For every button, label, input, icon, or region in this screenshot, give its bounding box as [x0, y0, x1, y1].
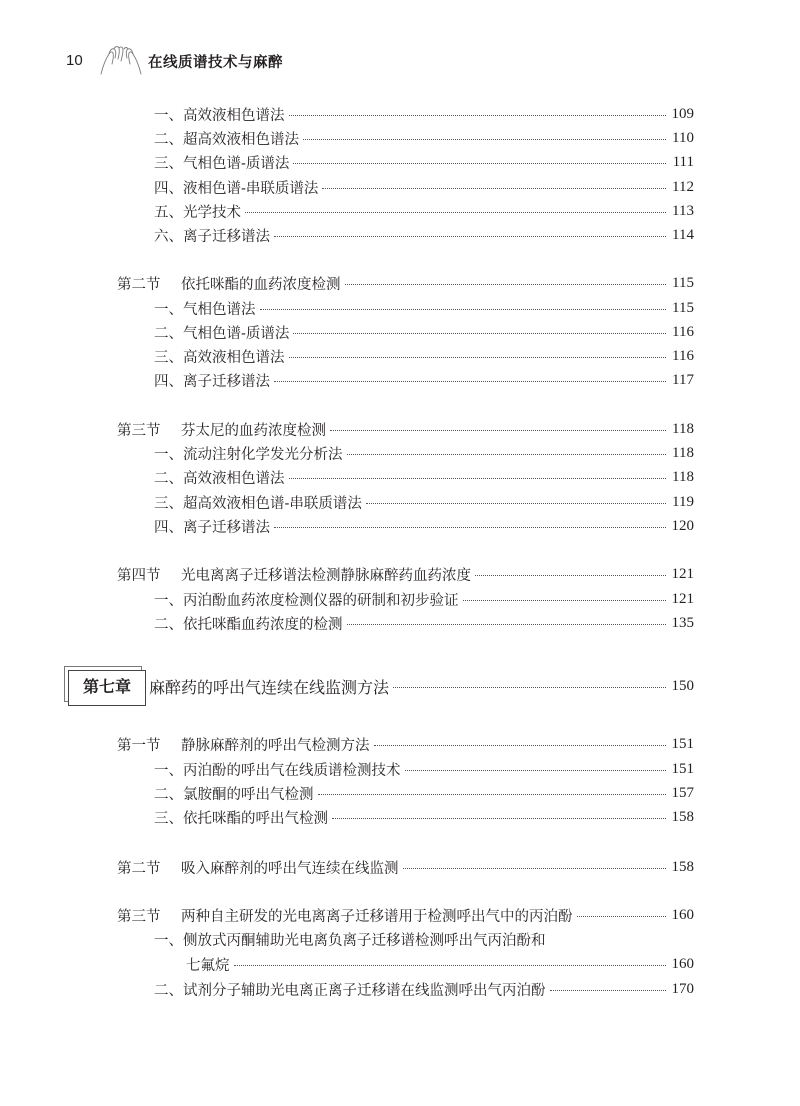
dot-leader — [403, 867, 667, 869]
toc-entry-title: 六、离子迁移谱法 — [154, 228, 270, 245]
dot-leader — [374, 744, 667, 746]
toc-page-number: 115 — [672, 274, 694, 291]
toc-item-row[interactable] — [154, 515, 694, 537]
dot-leader — [366, 502, 666, 504]
toc-item-row[interactable] — [154, 345, 694, 367]
toc-page-number: 114 — [672, 226, 694, 243]
toc-page-number: 118 — [672, 444, 694, 461]
toc-entry-label — [154, 492, 362, 513]
toc-page-number: 121 — [671, 590, 694, 607]
toc-entry-label — [154, 346, 285, 367]
toc-item-row[interactable] — [154, 978, 694, 1000]
toc-entry-title: 依托咪酯的血药浓度检测 — [181, 276, 341, 293]
toc-entry-label — [154, 152, 289, 173]
toc-page-number: 119 — [672, 493, 694, 510]
toc-page-number: 160 — [671, 906, 694, 923]
toc-page-number: 111 — [672, 153, 694, 170]
dot-leader — [293, 162, 666, 164]
toc-entry-title: 三、依托咪酯的呼出气检测 — [154, 810, 328, 827]
toc-page-number: 157 — [671, 784, 694, 801]
toc-entry-label — [154, 589, 459, 610]
toc-entry-label — [117, 564, 471, 585]
toc-page-number: 116 — [672, 323, 694, 340]
dot-leader — [322, 187, 666, 189]
toc-entry-title: 一、流动注射化学发光分析法 — [154, 446, 343, 463]
toc-item-row[interactable] — [154, 224, 694, 246]
dot-leader — [303, 138, 666, 140]
toc-item-row[interactable] — [154, 758, 694, 780]
toc-entry-title: 一、侧放式丙酮辅助光电离负离子迁移谱检测呼出气丙泊酚和 — [154, 932, 546, 949]
toc-section-row[interactable] — [117, 563, 694, 585]
dot-leader — [330, 429, 666, 431]
toc-entry-title: 光电离离子迁移谱法检测静脉麻醉药血药浓度 — [181, 567, 471, 584]
toc-page-number: 110 — [672, 129, 694, 146]
toc-item-row[interactable] — [154, 369, 694, 391]
toc-page-number: 121 — [671, 565, 694, 582]
toc-page-number: 109 — [671, 105, 694, 122]
toc-page-number: 112 — [672, 178, 694, 195]
section-number: 第三节 — [117, 908, 161, 925]
toc-entry-title: 麻醉药的呼出气连续在线监测方法 — [149, 677, 390, 697]
toc-item-row[interactable] — [154, 321, 694, 343]
toc-page-number: 160 — [671, 955, 694, 972]
toc-entry-label — [154, 929, 546, 950]
toc-entry-label — [117, 419, 326, 440]
page-number: 10 — [66, 52, 83, 69]
toc-entry-title: 二、依托咪酯血药浓度的检测 — [154, 616, 343, 633]
dot-leader — [405, 769, 667, 771]
toc-page-number: 117 — [672, 371, 694, 388]
toc-section-row[interactable] — [117, 733, 694, 755]
section-number: 第一节 — [117, 737, 161, 754]
toc-entry-label — [154, 104, 285, 125]
toc-entry-title: 一、丙泊酚血药浓度检测仪器的研制和初步验证 — [154, 592, 459, 609]
toc-entry-title: 三、高效液相色谱法 — [154, 349, 285, 366]
dot-leader — [289, 356, 667, 358]
dot-leader — [345, 283, 667, 285]
toc-page-number: 150 — [671, 677, 694, 694]
toc-section-row[interactable] — [117, 856, 694, 878]
toc-entry-title: 三、气相色谱-质谱法 — [154, 155, 290, 172]
dot-leader — [577, 915, 667, 917]
toc-entry-title: 二、气相色谱-质谱法 — [154, 325, 290, 342]
dot-leader — [274, 526, 666, 528]
toc-entry-title: 二、高效液相色谱法 — [154, 470, 285, 487]
toc-item-row[interactable] — [154, 176, 694, 198]
dot-leader — [550, 989, 667, 991]
toc-page-number: 151 — [671, 760, 694, 777]
toc-chapter-row[interactable] — [149, 675, 694, 697]
toc-page-number: 135 — [671, 614, 694, 631]
dot-leader — [234, 964, 667, 966]
toc-entry-label — [117, 273, 341, 294]
toc-page-number: 116 — [672, 347, 694, 364]
toc-item-row[interactable] — [154, 466, 694, 488]
toc-entry-title: 二、超高效液相色谱法 — [154, 131, 299, 148]
toc-entry-title: 四、液相色谱-串联质谱法 — [154, 180, 319, 197]
toc-entry-title: 静脉麻醉剂的呼出气检测方法 — [181, 737, 370, 754]
dot-leader — [274, 235, 666, 237]
toc-item-row[interactable] — [154, 127, 694, 149]
toc-page-number: 158 — [671, 858, 694, 875]
toc-entry-title: 吸入麻醉剂的呼出气连续在线监测 — [181, 860, 399, 877]
toc-page-number: 113 — [672, 202, 694, 219]
toc-item-row[interactable] — [154, 442, 694, 464]
toc-page-number: 151 — [671, 735, 694, 752]
toc-entry-title: 两种自主研发的光电离离子迁移谱用于检测呼出气中的丙泊酚 — [181, 908, 573, 925]
dot-leader — [274, 380, 666, 382]
header-title: 在线质谱技术与麻醉 — [148, 55, 283, 71]
toc-entry-label — [154, 979, 546, 1000]
toc-page-number: 120 — [671, 517, 694, 534]
toc-entry-label — [117, 905, 573, 926]
toc-entry-label — [117, 734, 370, 755]
chapter-number: 第七章 — [82, 677, 131, 696]
toc-page-number: 158 — [671, 808, 694, 825]
toc-entry-label — [154, 225, 270, 246]
dot-leader — [289, 477, 667, 479]
dot-leader — [475, 574, 666, 576]
toc-item-row[interactable] — [154, 200, 694, 222]
dot-leader — [463, 599, 667, 601]
toc-entry-title: 二、试剂分子辅助光电离正离子迁移谱在线监测呼出气丙泊酚 — [154, 982, 546, 999]
toc-entry-label — [154, 467, 285, 488]
toc-item-row[interactable] — [154, 588, 694, 610]
toc-entry-label — [117, 857, 399, 878]
toc-entry-label — [154, 516, 270, 537]
dot-leader — [318, 793, 667, 795]
toc-entry-label — [154, 783, 314, 804]
section-number: 第四节 — [117, 567, 161, 584]
toc-entry-title: 五、光学技术 — [154, 204, 241, 221]
toc-entry-title: 四、离子迁移谱法 — [154, 519, 270, 536]
toc-item-row[interactable] — [154, 103, 694, 125]
section-number: 第二节 — [117, 276, 161, 293]
toc-entry-label — [154, 298, 256, 319]
toc-entry-title: 芬太尼的血药浓度检测 — [181, 422, 326, 439]
toc-entry-title: 二、氯胺酮的呼出气检测 — [154, 786, 314, 803]
section-number: 第二节 — [117, 860, 161, 877]
toc-section-row[interactable] — [117, 418, 694, 440]
toc-page-number: 170 — [671, 980, 694, 997]
toc-page-number: 118 — [672, 420, 694, 437]
toc-entry-label — [154, 443, 343, 464]
toc-section-row[interactable] — [117, 904, 694, 926]
toc-entry-label — [154, 128, 299, 149]
toc-item-row[interactable] — [154, 297, 694, 319]
toc-entry-label — [154, 759, 401, 780]
toc-entry-label — [149, 675, 389, 698]
dot-leader — [347, 623, 667, 625]
toc-entry-label — [154, 201, 241, 222]
toc-page-number: 118 — [672, 468, 694, 485]
dot-leader — [245, 211, 666, 213]
toc-entry-title: 一、丙泊酚的呼出气在线质谱检测技术 — [154, 762, 401, 779]
dot-leader — [293, 332, 666, 334]
toc-item-row[interactable] — [186, 953, 694, 975]
toc-entry-title: 一、气相色谱法 — [154, 301, 256, 318]
toc-item-row[interactable] — [154, 151, 694, 173]
toc-entry-label — [154, 370, 270, 391]
toc-entry-label — [154, 322, 289, 343]
toc-section-row[interactable] — [117, 272, 694, 294]
toc-item-row[interactable] — [154, 612, 694, 634]
toc-entry-label — [154, 807, 328, 828]
dot-leader — [332, 817, 666, 819]
toc-entry-label — [186, 954, 230, 975]
toc-item-row[interactable] — [154, 928, 546, 950]
toc-page-number: 115 — [672, 299, 694, 316]
toc-item-row[interactable] — [154, 491, 694, 513]
toc-entry-title: 四、离子迁移谱法 — [154, 373, 270, 390]
dot-leader — [347, 453, 667, 455]
dot-leader — [393, 686, 666, 688]
toc-entry-label — [154, 613, 343, 634]
toc-entry-title: 七氟烷 — [186, 957, 230, 974]
section-number: 第三节 — [117, 422, 161, 439]
toc-entry-title: 一、高效液相色谱法 — [154, 107, 285, 124]
toc-entry-label — [154, 177, 318, 198]
toc-item-row[interactable] — [154, 782, 694, 804]
dot-leader — [260, 308, 667, 310]
dot-leader — [289, 114, 667, 116]
toc-entry-title: 三、超高效液相色谱-串联质谱法 — [154, 495, 362, 512]
toc-item-row[interactable] — [154, 806, 694, 828]
